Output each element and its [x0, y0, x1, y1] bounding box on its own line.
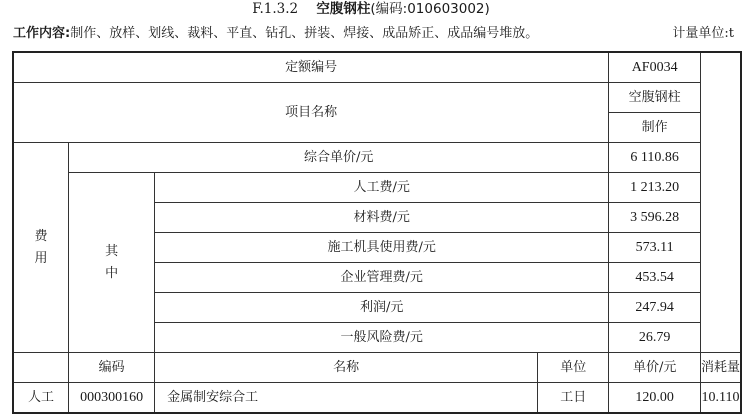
section-number: F.1.3.2 [252, 1, 299, 17]
measurement-unit: 计量单位:t [672, 26, 734, 41]
fee-item-label: 企业管理费/元 [155, 263, 609, 293]
header-unit: 单位 [538, 353, 609, 383]
work-content-label: 工作内容: [13, 26, 71, 41]
project-name-sub: 制作 [609, 113, 701, 143]
header-name: 名称 [155, 353, 538, 383]
header-price: 单价/元 [609, 353, 701, 383]
header-code: 编码 [69, 353, 155, 383]
row-unit: 工日 [538, 383, 609, 414]
row-code: 000300160 [69, 383, 155, 414]
fee-item-label: 一般风险费/元 [155, 323, 609, 353]
work-content-text: 制作、放样、划线、裁料、平直、钻孔、拼装、焊接、成品矫正、成品编号堆放。 [70, 26, 539, 41]
table-row [13, 383, 741, 414]
fee-item-label: 材料费/元 [155, 203, 609, 233]
item-code: (编码:010603002) [370, 1, 490, 17]
unit-price-label: 综合单价/元 [69, 143, 609, 173]
fee-item-label: 人工费/元 [155, 173, 609, 203]
quota-number-label: 定额编号 [13, 52, 609, 83]
fee-label: 费 用 [13, 143, 69, 353]
fee-item-label: 利润/元 [155, 293, 609, 323]
fee-item-value: 26.79 [609, 323, 701, 353]
row-category: 人工 [13, 383, 69, 414]
fee-item-value: 3 596.28 [609, 203, 701, 233]
work-content-line [13, 24, 738, 46]
header-consumption: 消耗量 [700, 353, 741, 383]
table-caption [0, 0, 742, 24]
fee-item-value: 453.54 [609, 263, 701, 293]
quota-number-value: AF0034 [609, 52, 701, 83]
fee-item-value: 1 213.20 [609, 173, 701, 203]
fee-item-value: 247.94 [609, 293, 701, 323]
among-label: 其 中 [69, 173, 155, 353]
header-blank [13, 353, 69, 383]
project-name-label: 项目名称 [13, 83, 609, 143]
quota-table [12, 51, 742, 414]
row-price: 120.00 [609, 383, 701, 414]
fee-item-label: 施工机具使用费/元 [155, 233, 609, 263]
fee-item-value: 573.11 [609, 233, 701, 263]
row-name: 金属制安综合工 [155, 383, 538, 414]
project-name-value: 空腹钢柱 [609, 83, 701, 113]
section-title: 空腹钢柱(编码:010603002) [316, 1, 490, 17]
unit-price-value: 6 110.86 [609, 143, 701, 173]
row-consumption: 10.110 [700, 383, 741, 414]
